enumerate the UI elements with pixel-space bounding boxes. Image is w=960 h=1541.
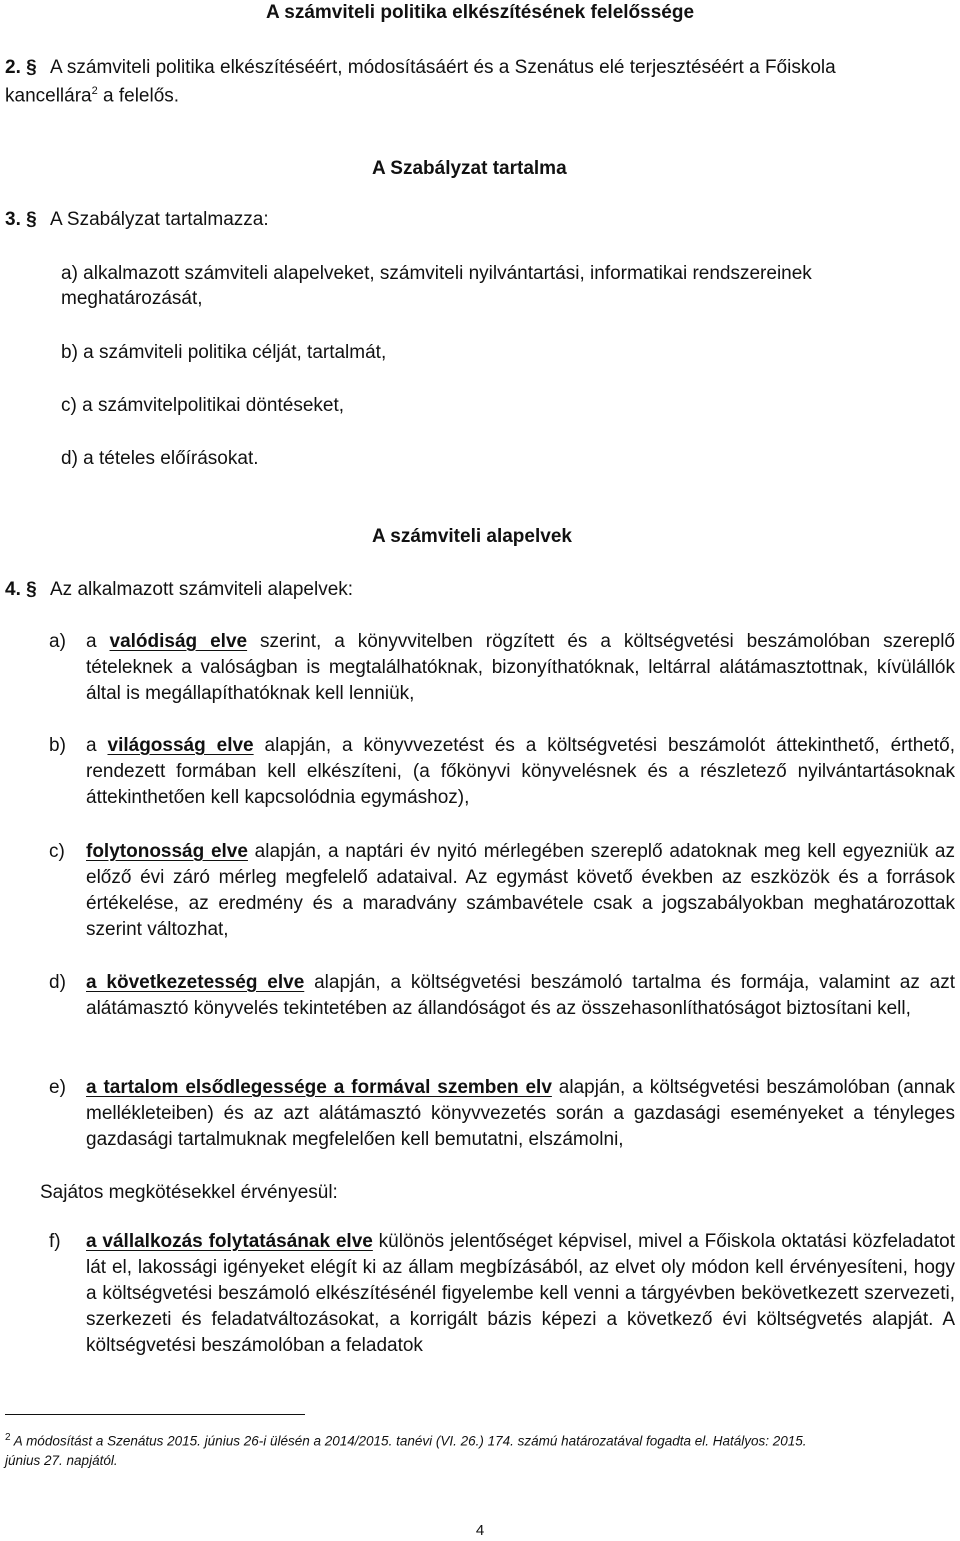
section-2-number [5,56,37,80]
principle-label: e) [49,1077,66,1098]
principle-item-d [86,970,955,1022]
principle-text: különös jelentőséget képvisel, mivel a Főiskola oktatási közfeladatot lát el, lakossági igényeket elégít ki az állam megbízásából, az elvet oly módon kell érvényesíteni, hogy a költségvetési beszámoló elkészítésénél figyelembe kell venni a tárgyévben bekövetkezett szervezeti, szerkezeti és feladatváltozásokat, a korrigált bázis képezi a következő évi költségvetés alapját. A költségvetési beszámolóban a feladatok [86,1231,955,1356]
section-4-intro: Az alkalmazott számviteli alapelvek: [50,579,354,600]
section-2-text: kancellára [5,85,92,107]
section-3-number [5,208,37,232]
list-item-b: b) a számviteli politika célját, tartalmát, [61,342,387,363]
principle-term: folytonosság elve [86,841,248,862]
section-number: 4. [5,579,21,600]
list-item-a-line-2: meghatározását, [61,288,203,309]
principle-term: világosság elve [107,735,254,756]
section-4-number [5,578,37,602]
section-number: 2. [5,57,21,78]
principle-text: alapján, a könyvvezetést és a költségvetési beszámolót áttekinthető, érthető, rendezett formában kell elkészíteni, (a főkönyvi könyvelésnek és a részletező nyilvántartásoknak áttekinthetően kell kapcsolódnia egymáshoz), [86,735,956,808]
footnote-divider [5,1414,305,1415]
principle-term: a következetesség elve [86,972,305,993]
section-2-line-1: A számviteli politika elkészítéséért, módosításáért és a Szenátus elé terjesztéséért a Főiskola [50,57,836,78]
section-3-intro: A Szabályzat tartalmazza: [50,209,269,230]
principle-term: valódiság elve [109,631,248,652]
principle-item-e [86,1075,955,1153]
section-symbol: § [26,57,37,78]
section-heading-responsibility: A számviteli politika elkészítésének felelőssége [265,2,695,23]
section-heading-principles: A számviteli alapelvek [372,526,572,547]
section-2-text-end: a felelős. [97,85,180,107]
principle-label: b) [49,735,66,756]
principle-text: alapján, a költségvetési beszámolóban (annak mellékleteiben) és az azt alátámasztó könyvvezetés során a gazdasági eseményeket a tényleges gazdasági tartalmuknak megfelelően kell bemutatni, elszámolni, [86,1077,955,1150]
principle-label: f) [49,1231,61,1252]
section-2-line-2 [5,79,179,108]
principle-label: a) [49,631,66,652]
principle-label: c) [49,841,65,862]
principle-text: alapján, a költségvetési beszámoló tartalma és formája, valamint az azt alátámasztó könyvelés tekintetében az állandóságot és az összehasonlíthatóságot biztosítani kell, [86,972,956,1019]
principle-item-a [86,629,955,707]
principle-term: a tartalom elsődlegessége a formával szemben elv [86,1077,552,1098]
section-symbol: § [26,579,37,600]
footnote-line-2: június 27. napjától. [5,1452,118,1468]
list-item-a-line-1: a) alkalmazott számviteli alapelveket, számviteli nyilvántartási, informatikai rendszereinek [61,263,812,284]
special-intro: Sajátos megkötésekkel érvényesül: [40,1182,338,1203]
list-item-d: d) a tételes előírásokat. [61,448,259,469]
principle-item-c [86,839,955,943]
page-number: 4 [475,1522,485,1539]
footnote-reference: 2 [91,85,98,97]
principle-term: a vállalkozás folytatásának elve [86,1231,373,1252]
footnote-mark: 2 [5,1432,11,1443]
principle-item-b [86,733,955,811]
principle-prefix: a [86,735,108,756]
section-number: 3. [5,209,21,230]
principle-prefix: a [86,631,110,652]
section-heading-content: A Szabályzat tartalma [372,158,567,179]
principle-label: d) [49,972,66,993]
footnote [5,1428,960,1470]
section-symbol: § [26,209,37,230]
principle-item-f [86,1229,955,1359]
principle-text: alapján, a naptári év nyitó mérlegében szereplő adatoknak meg kell egyezniük az előző évi záró mérleg megfelelő adataival. Az egymást követő években az eszközök és a források értékelése, az eredmény és a maradvány számbavétele csak a jogszabályokban meghatározottak szerint változhat, [86,841,955,940]
principle-text: szerint, a könyvvitelben rögzített és a költségvetési beszámolóban szereplő tételeknek a valóságban is megtalálhatóknak, bizonyíthatóknak, leltárral alátámasztottnak, kívülállók által is megállapíthatóknak kell lenniük, [86,631,956,704]
footnote-line-1: A módosítást a Szenátus 2015. június 26-i ülésén a 2014/2015. tanévi (VI. 26.) 174. számú határozatával fogadta el. Hatályos: 2015. [10,1433,807,1449]
list-item-c: c) a számvitelpolitikai döntéseket, [61,395,345,416]
